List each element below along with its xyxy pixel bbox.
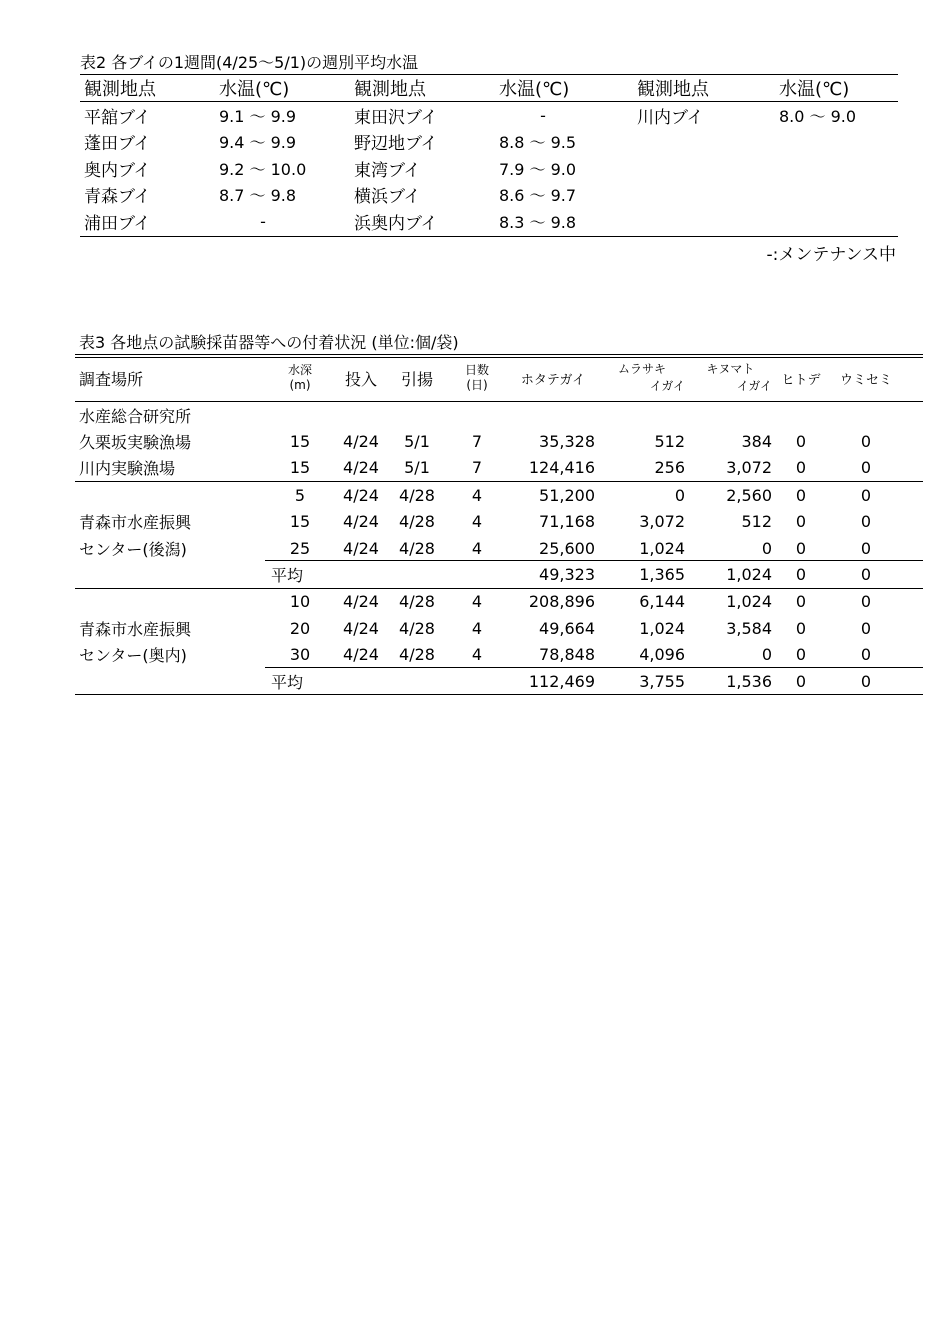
table2-cell: 9.2 ～ 10.0 <box>219 159 307 179</box>
table3-cell: 512 <box>741 512 772 532</box>
table3-cell: 4/24 <box>343 485 379 505</box>
table2-cell: 奥内ブイ <box>84 160 151 181</box>
table2-caption: 表2 各ブイの1週間(4/25～5/1)の週別平均水温 <box>80 53 419 72</box>
table3-cell: 4/24 <box>343 645 379 665</box>
table3-cell: 4 <box>471 618 483 638</box>
table3-group-research-institute <box>75 402 923 482</box>
table3-cell: 4/24 <box>343 618 379 638</box>
table-row <box>80 208 898 235</box>
table3-header-depth <box>265 363 335 393</box>
table-row <box>75 589 923 615</box>
table2-cell: 蓬田ブイ <box>84 134 151 155</box>
table3-cell: 1,365 <box>639 565 685 585</box>
table3-caption: 表3 各地点の試験採苗器等への付着状況 (単位:個/袋) <box>79 333 459 352</box>
table-row <box>80 155 898 182</box>
table3-cell: 0 <box>795 671 807 691</box>
table3-header-mussel-line2: イガイ <box>649 379 685 393</box>
table2-cell: 東田沢ブイ <box>354 107 438 128</box>
table3-cell: 256 <box>654 458 685 478</box>
table3-cell: 0 <box>860 565 872 585</box>
table3-cell: 0 <box>860 458 872 478</box>
table3-cell: 6,144 <box>639 592 685 612</box>
table3-group-name-line1: 青森市水産振興 <box>79 619 192 639</box>
table3-cell: 0 <box>795 645 807 665</box>
table3-cell: 5 <box>294 485 306 505</box>
table-row-average <box>75 561 923 587</box>
table3-cell: 0 <box>795 485 807 505</box>
table3-header-days <box>447 363 507 393</box>
table3-group-title: 水産総合研究所 <box>79 406 192 426</box>
table3-cell: 3,072 <box>726 458 772 478</box>
table3-cell: 4 <box>471 592 483 612</box>
table2-header-temp-1: 水温(℃) <box>219 79 290 100</box>
table3-cell: 112,469 <box>528 671 595 691</box>
table3-cell: 51,200 <box>539 485 595 505</box>
table3-header-days-label: 日数 <box>464 363 489 377</box>
table2-cell: 東湾ブイ <box>354 160 421 181</box>
table2-cell: 9.1 ～ 9.9 <box>219 106 297 126</box>
table3-group-name-line1: 青森市水産振興 <box>79 513 192 533</box>
table3-cell: 0 <box>860 485 872 505</box>
table3-cell: 4/28 <box>399 618 435 638</box>
table2-header-row <box>80 74 898 102</box>
table3-cell: 0 <box>860 645 872 665</box>
table3-header-seasquirt: ウミセミ <box>839 372 892 388</box>
table2-cell: 川内ブイ <box>637 107 704 128</box>
table3-cell: 1,024 <box>726 592 772 612</box>
table3-cell: 0 <box>761 645 772 665</box>
table3-cell: 384 <box>741 432 772 452</box>
table3-cell: 0 <box>860 671 872 691</box>
table3-cell: 3,584 <box>726 618 772 638</box>
table3-group-okunai <box>75 589 923 696</box>
table3-header-starfish: ヒトデ <box>781 372 821 388</box>
table-row <box>80 182 898 209</box>
table3-cell: 4 <box>471 645 483 665</box>
table-row <box>75 428 923 454</box>
table3-cell: 71,168 <box>539 512 595 532</box>
table3-cell: 208,896 <box>528 592 595 612</box>
table3-header-kinu-line1: キヌマト <box>706 362 755 376</box>
table3-cell: 1,024 <box>639 618 685 638</box>
table3-group-ushirogata <box>75 482 923 589</box>
table3-cell-location: 久栗坂実験漁場 <box>79 433 192 453</box>
table3-cell: 0 <box>795 432 807 452</box>
table-row <box>80 102 898 129</box>
table3-cell: 4,096 <box>639 645 685 665</box>
table3-header-retrieve: 引揚 <box>400 369 433 389</box>
table3-header-mussel-line1: ムラサキ <box>617 362 666 376</box>
table2-cell: 浜奥内ブイ <box>354 213 438 234</box>
table3-cell: 49,664 <box>539 618 595 638</box>
table-row <box>75 642 923 668</box>
table2-cell: 7.9 ～ 9.0 <box>499 159 577 179</box>
table3-cell: 512 <box>654 432 685 452</box>
table3-cell: 4/24 <box>343 592 379 612</box>
table3-group-name-line2: センター(後潟) <box>79 539 187 559</box>
table3-cell: 2,560 <box>726 485 772 505</box>
table-row <box>75 535 923 561</box>
table3-cell: 0 <box>795 565 807 585</box>
table2-cell: 8.6 ～ 9.7 <box>499 186 577 206</box>
table3-cell: 0 <box>795 618 807 638</box>
table2-cell <box>219 212 354 231</box>
table3-cell: 15 <box>289 512 311 532</box>
table3-cell: 4/28 <box>399 645 435 665</box>
table3-cell: 3,072 <box>639 512 685 532</box>
table3-cell: 1,024 <box>726 565 772 585</box>
table3-attachment-status <box>75 332 923 695</box>
table3-cell: 35,328 <box>539 432 595 452</box>
table-row <box>75 509 923 535</box>
table3-average-label: 平均 <box>271 672 304 692</box>
table2-cell: 8.8 ～ 9.5 <box>499 133 577 153</box>
table3-header-location: 調査場所 <box>79 369 144 389</box>
table3-cell: 4/24 <box>343 538 379 558</box>
table3-cell: 49,323 <box>539 565 595 585</box>
table3-cell: 5/1 <box>404 458 430 478</box>
table3-header-depth-unit: (m) <box>289 378 311 392</box>
table2-water-temperature <box>80 52 898 265</box>
table3-cell: 10 <box>289 592 311 612</box>
table3-cell: 0 <box>860 512 872 532</box>
table2-cell: 8.7 ～ 9.8 <box>219 186 297 206</box>
table3-cell: 15 <box>289 432 311 452</box>
table-row <box>80 129 898 156</box>
table3-cell: 0 <box>860 538 872 558</box>
table3-cell: 78,848 <box>539 645 595 665</box>
table2-dash: - <box>540 105 546 125</box>
table2-header-station-2: 観測地点 <box>354 79 426 100</box>
table3-cell: 4/28 <box>399 512 435 532</box>
table2-header-station-3: 観測地点 <box>637 79 709 100</box>
table2-header-temp-3: 水温(℃) <box>779 79 850 100</box>
table3-header-mussel <box>599 361 689 395</box>
table2-cell: 9.4 ～ 9.9 <box>219 133 297 153</box>
table3-cell: 7 <box>471 458 483 478</box>
table2-dash: - <box>260 211 266 231</box>
table-row <box>75 455 923 482</box>
table3-cell: 20 <box>289 618 311 638</box>
table3-cell: 0 <box>795 592 807 612</box>
table3-header-scallop: ホタテガイ <box>520 372 586 388</box>
table3-header-days-unit: (日) <box>466 378 488 392</box>
table2-cell: 8.0 ～ 9.0 <box>779 106 857 126</box>
table3-cell: 4/28 <box>399 592 435 612</box>
table3-cell: 4/24 <box>343 512 379 532</box>
table-row <box>75 402 923 428</box>
table3-header-deploy: 投入 <box>344 369 377 389</box>
table2-cell: 青森ブイ <box>84 187 151 208</box>
table3-cell: 0 <box>795 538 807 558</box>
table3-header-kinu <box>689 361 776 395</box>
table3-cell: 25,600 <box>539 538 595 558</box>
table2-cell: 8.3 ～ 9.8 <box>499 212 577 232</box>
table3-cell: 124,416 <box>528 458 595 478</box>
table3-cell: 0 <box>795 458 807 478</box>
table3-cell: 4/24 <box>343 432 379 452</box>
table3-cell: 15 <box>289 458 311 478</box>
table2-cell: 野辺地ブイ <box>354 134 438 155</box>
table-row-average <box>75 668 923 694</box>
table2-cell <box>499 106 637 125</box>
table2-header-temp-2: 水温(℃) <box>499 79 570 100</box>
table3-cell: 25 <box>289 538 311 558</box>
table3-cell: 0 <box>860 432 872 452</box>
table3-cell: 0 <box>860 592 872 612</box>
table3-cell: 4/28 <box>399 485 435 505</box>
table3-cell: 5/1 <box>404 432 430 452</box>
table-row <box>75 615 923 641</box>
table3-cell: 1,024 <box>639 538 685 558</box>
table3-cell: 4 <box>471 485 483 505</box>
table2-cell: 平舘ブイ <box>84 107 151 128</box>
table3-cell-location: 川内実験漁場 <box>79 459 176 479</box>
table3-header-kinu-line2: イガイ <box>736 379 772 393</box>
table-row <box>75 482 923 508</box>
table3-cell: 0 <box>860 618 872 638</box>
table3-header-row <box>75 354 923 402</box>
table2-note: -:メンテナンス中 <box>766 244 896 265</box>
table3-cell: 30 <box>289 645 311 665</box>
table3-group-name-line2: センター(奥内) <box>79 646 187 666</box>
table2-body <box>80 102 898 237</box>
table3-cell: 4/28 <box>399 538 435 558</box>
table3-header-depth-label: 水深 <box>287 363 312 377</box>
table3-cell: 7 <box>471 432 483 452</box>
table3-cell: 4/24 <box>343 458 379 478</box>
table3-cell: 0 <box>761 538 772 558</box>
table2-cell: 浦田ブイ <box>84 213 151 234</box>
table3-cell: 1,536 <box>726 671 772 691</box>
table3-cell: 3,755 <box>639 671 685 691</box>
table2-cell: 横浜ブイ <box>354 187 421 208</box>
table3-cell: 0 <box>674 485 685 505</box>
table3-average-label: 平均 <box>271 566 304 586</box>
table3-cell: 4 <box>471 538 483 558</box>
table3-cell: 0 <box>795 512 807 532</box>
table3-cell: 4 <box>471 512 483 532</box>
table2-header-station-1: 観測地点 <box>84 79 156 100</box>
